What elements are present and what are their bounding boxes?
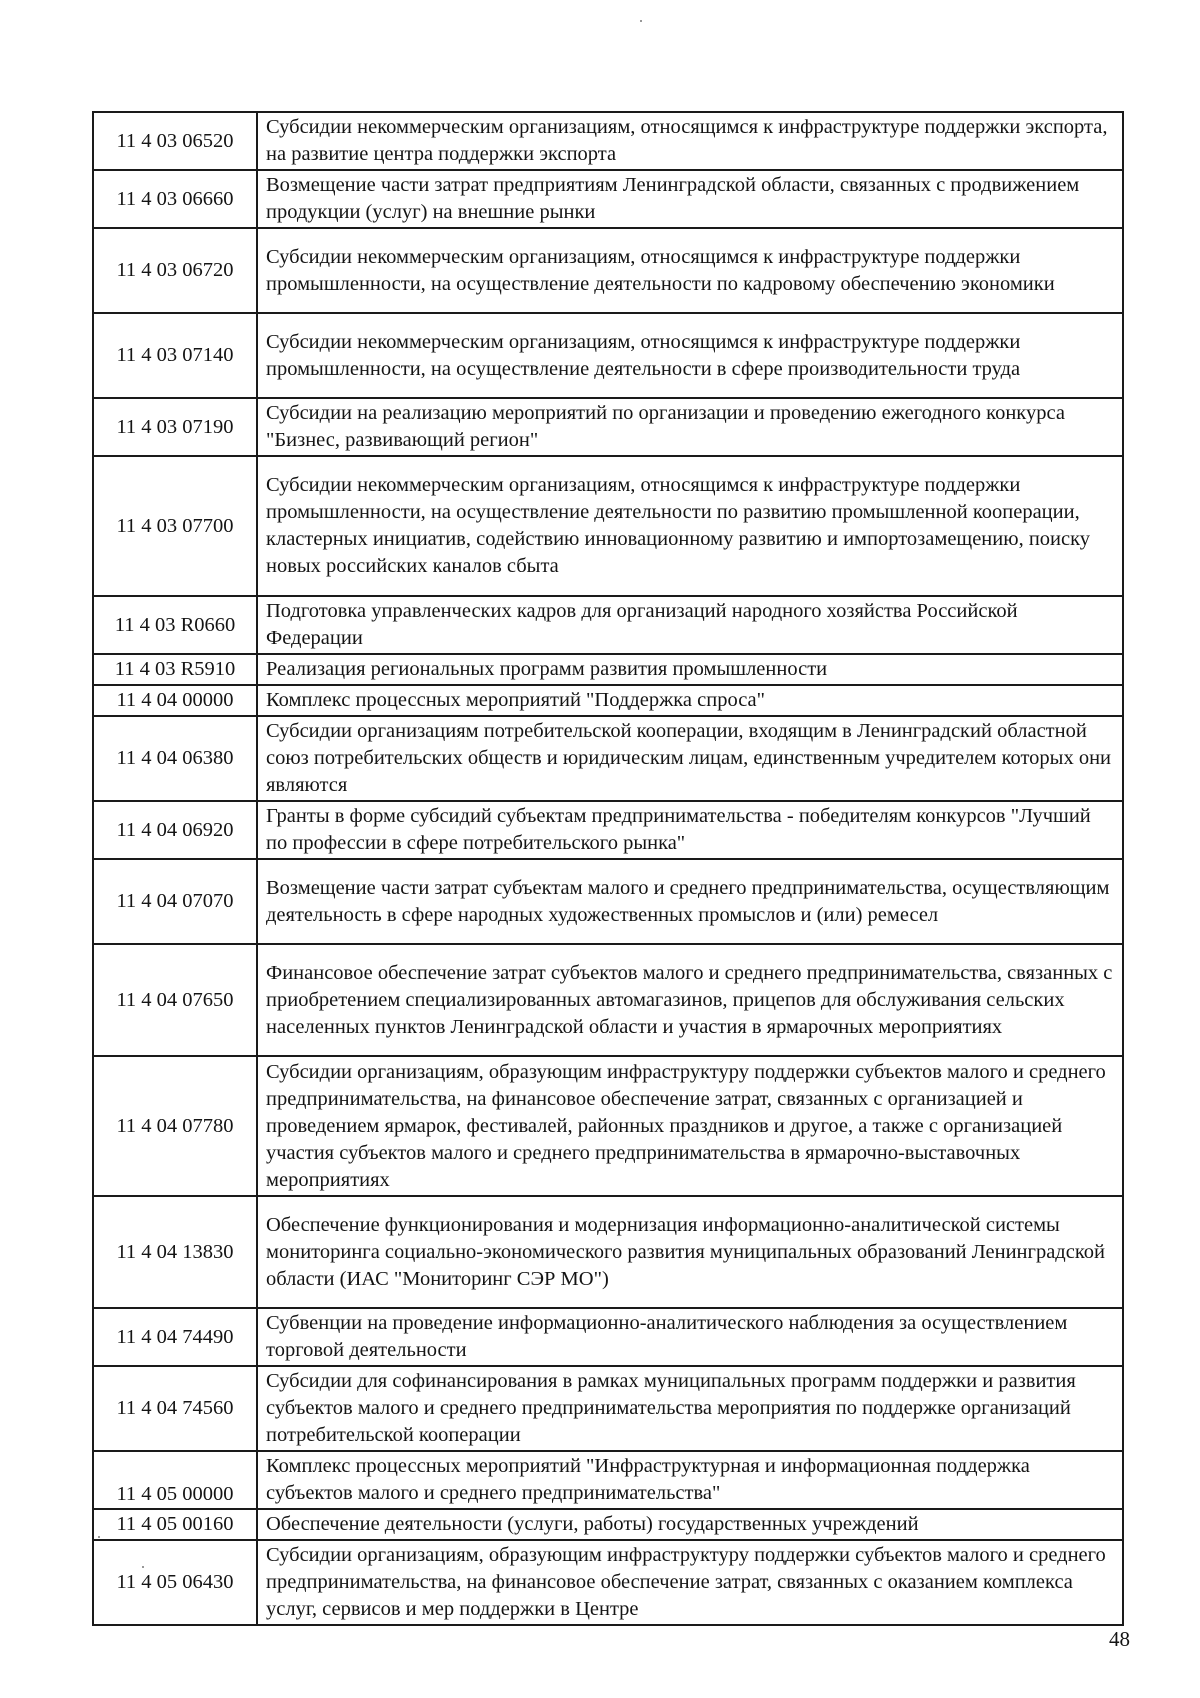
page-number: 48 bbox=[1109, 1627, 1130, 1651]
row-code: 11 4 03 07140 bbox=[93, 313, 257, 398]
row-description: Гранты в форме субсидий субъектам предпринимательства - победителям конкурсов "Лучший по профессии в сфере потребительского рынка" bbox=[257, 801, 1123, 859]
row-description: Субсидии для софинансирования в рамках муниципальных программ поддержки и развития субъектов малого и среднего предпринимательства мероприятия по поддержке организаций потребительской кооперации bbox=[257, 1366, 1123, 1451]
row-description: Обеспечение функционирования и модернизация информационно-аналитической системы мониторинга социально-экономического развития муниципальных образований Ленинградской области (ИАС "Мониторинг СЭР МО") bbox=[257, 1196, 1123, 1308]
row-description: Субсидии некоммерческим организациям, относящимся к инфраструктуре поддержки экспорта, на развитие центра поддержки экспорта bbox=[257, 112, 1123, 170]
table-row bbox=[93, 1056, 1123, 1196]
budget-classification-table bbox=[92, 111, 1124, 1626]
row-code: 11 4 04 00000 bbox=[93, 685, 257, 716]
row-description: Обеспечение деятельности (услуги, работы) государственных учреждений bbox=[257, 1509, 1123, 1540]
row-code: 11 4 03 R5910 bbox=[93, 654, 257, 685]
row-description: Субсидии организациям, образующим инфраструктуру поддержки субъектов малого и среднего предпринимательства, на финансовое обеспечение затрат, связанных с оказанием комплекса услуг, сервисов и мер поддержки в Центре bbox=[257, 1540, 1123, 1625]
scan-speck bbox=[98, 1536, 100, 1538]
table-row bbox=[93, 859, 1123, 944]
scan-speck bbox=[640, 20, 642, 22]
row-code: 11 4 03 07190 bbox=[93, 398, 257, 456]
table-row bbox=[93, 112, 1123, 170]
row-description: Комплекс процессных мероприятий "Инфраструктурная и информационная поддержка субъектов малого и среднего предпринимательства" bbox=[257, 1451, 1123, 1509]
row-description: Возмещение части затрат предприятиям Ленинградской области, связанных с продвижением продукции (услуг) на внешние рынки bbox=[257, 170, 1123, 228]
table-row bbox=[93, 596, 1123, 654]
table-row bbox=[93, 170, 1123, 228]
table-row bbox=[93, 1308, 1123, 1366]
row-description: Подготовка управленческих кадров для организаций народного хозяйства Российской Федерации bbox=[257, 596, 1123, 654]
row-description: Комплекс процессных мероприятий "Поддержка спроса" bbox=[257, 685, 1123, 716]
row-code: 11 4 03 07700 bbox=[93, 456, 257, 596]
table-row bbox=[93, 313, 1123, 398]
table-row bbox=[93, 1540, 1123, 1625]
row-code: 11 4 04 13830 bbox=[93, 1196, 257, 1308]
row-description: Субсидии некоммерческим организациям, относящимся к инфраструктуре поддержки промышленности, на осуществление деятельности по кадровому обеспечению экономики bbox=[257, 228, 1123, 313]
row-description: Субсидии организациям потребительской кооперации, входящим в Ленинградский областной союз потребительских обществ и юридическим лицам, единственным учредителем которых они являются bbox=[257, 716, 1123, 801]
row-code: 11 4 03 06720 bbox=[93, 228, 257, 313]
table-row bbox=[93, 716, 1123, 801]
table-row bbox=[93, 456, 1123, 596]
row-code: 11 4 05 00160 bbox=[93, 1509, 257, 1540]
row-code: 11 4 04 74560 bbox=[93, 1366, 257, 1451]
table-row bbox=[93, 1509, 1123, 1540]
row-code: 11 4 04 07650 bbox=[93, 944, 257, 1056]
table-body bbox=[93, 112, 1123, 1625]
row-description: Финансовое обеспечение затрат субъектов малого и среднего предпринимательства, связанных с приобретением специализированных автомагазинов, прицепов для обслуживания сельских населенных пунктов Ленинградской области и участия в ярмарочных мероприятиях bbox=[257, 944, 1123, 1056]
table-row bbox=[93, 685, 1123, 716]
table-row bbox=[93, 1196, 1123, 1308]
scan-speck bbox=[142, 1566, 144, 1568]
row-description: Субсидии некоммерческим организациям, относящимся к инфраструктуре поддержки промышленности, на осуществление деятельности в сфере производительности труда bbox=[257, 313, 1123, 398]
row-description: Субсидии организациям, образующим инфраструктуру поддержки субъектов малого и среднего предпринимательства, на финансовое обеспечение затрат, связанных с организацией и проведением ярмарок, фестивалей, районных праздников и другое, а также с организацией участия субъектов малого и среднего предпринимательства в ярмарочно-выставочных мероприятиях bbox=[257, 1056, 1123, 1196]
row-code: 11 4 04 06920 bbox=[93, 801, 257, 859]
row-code: 11 4 04 06380 bbox=[93, 716, 257, 801]
row-description: Реализация региональных программ развития промышленности bbox=[257, 654, 1123, 685]
table-row bbox=[93, 1366, 1123, 1451]
row-code: 11 4 04 07070 bbox=[93, 859, 257, 944]
row-description: Субвенции на проведение информационно-аналитического наблюдения за осуществлением торговой деятельности bbox=[257, 1308, 1123, 1366]
row-code: 11 4 04 74490 bbox=[93, 1308, 257, 1366]
row-code: 11 4 05 00000 bbox=[93, 1451, 257, 1509]
table-row bbox=[93, 944, 1123, 1056]
row-code: 11 4 03 06520 bbox=[93, 112, 257, 170]
table-row bbox=[93, 801, 1123, 859]
table-row bbox=[93, 1451, 1123, 1509]
row-code: 11 4 03 06660 bbox=[93, 170, 257, 228]
row-code: 11 4 05 06430 bbox=[93, 1540, 257, 1625]
row-description: Субсидии некоммерческим организациям, относящимся к инфраструктуре поддержки промышленности, на осуществление деятельности по развитию промышленной кооперации, кластерных инициатив, содействию инновационному развитию и импортозамещению, поиску новых российских каналов сбыта bbox=[257, 456, 1123, 596]
table-row bbox=[93, 398, 1123, 456]
row-description: Субсидии на реализацию мероприятий по организации и проведению ежегодного конкурса "Бизнес, развивающий регион" bbox=[257, 398, 1123, 456]
row-description: Возмещение части затрат субъектам малого и среднего предпринимательства, осуществляющим деятельность в сфере народных художественных промыслов и (или) ремесел bbox=[257, 859, 1123, 944]
row-code: 11 4 04 07780 bbox=[93, 1056, 257, 1196]
row-code: 11 4 03 R0660 bbox=[93, 596, 257, 654]
table-row bbox=[93, 228, 1123, 313]
table-row bbox=[93, 654, 1123, 685]
